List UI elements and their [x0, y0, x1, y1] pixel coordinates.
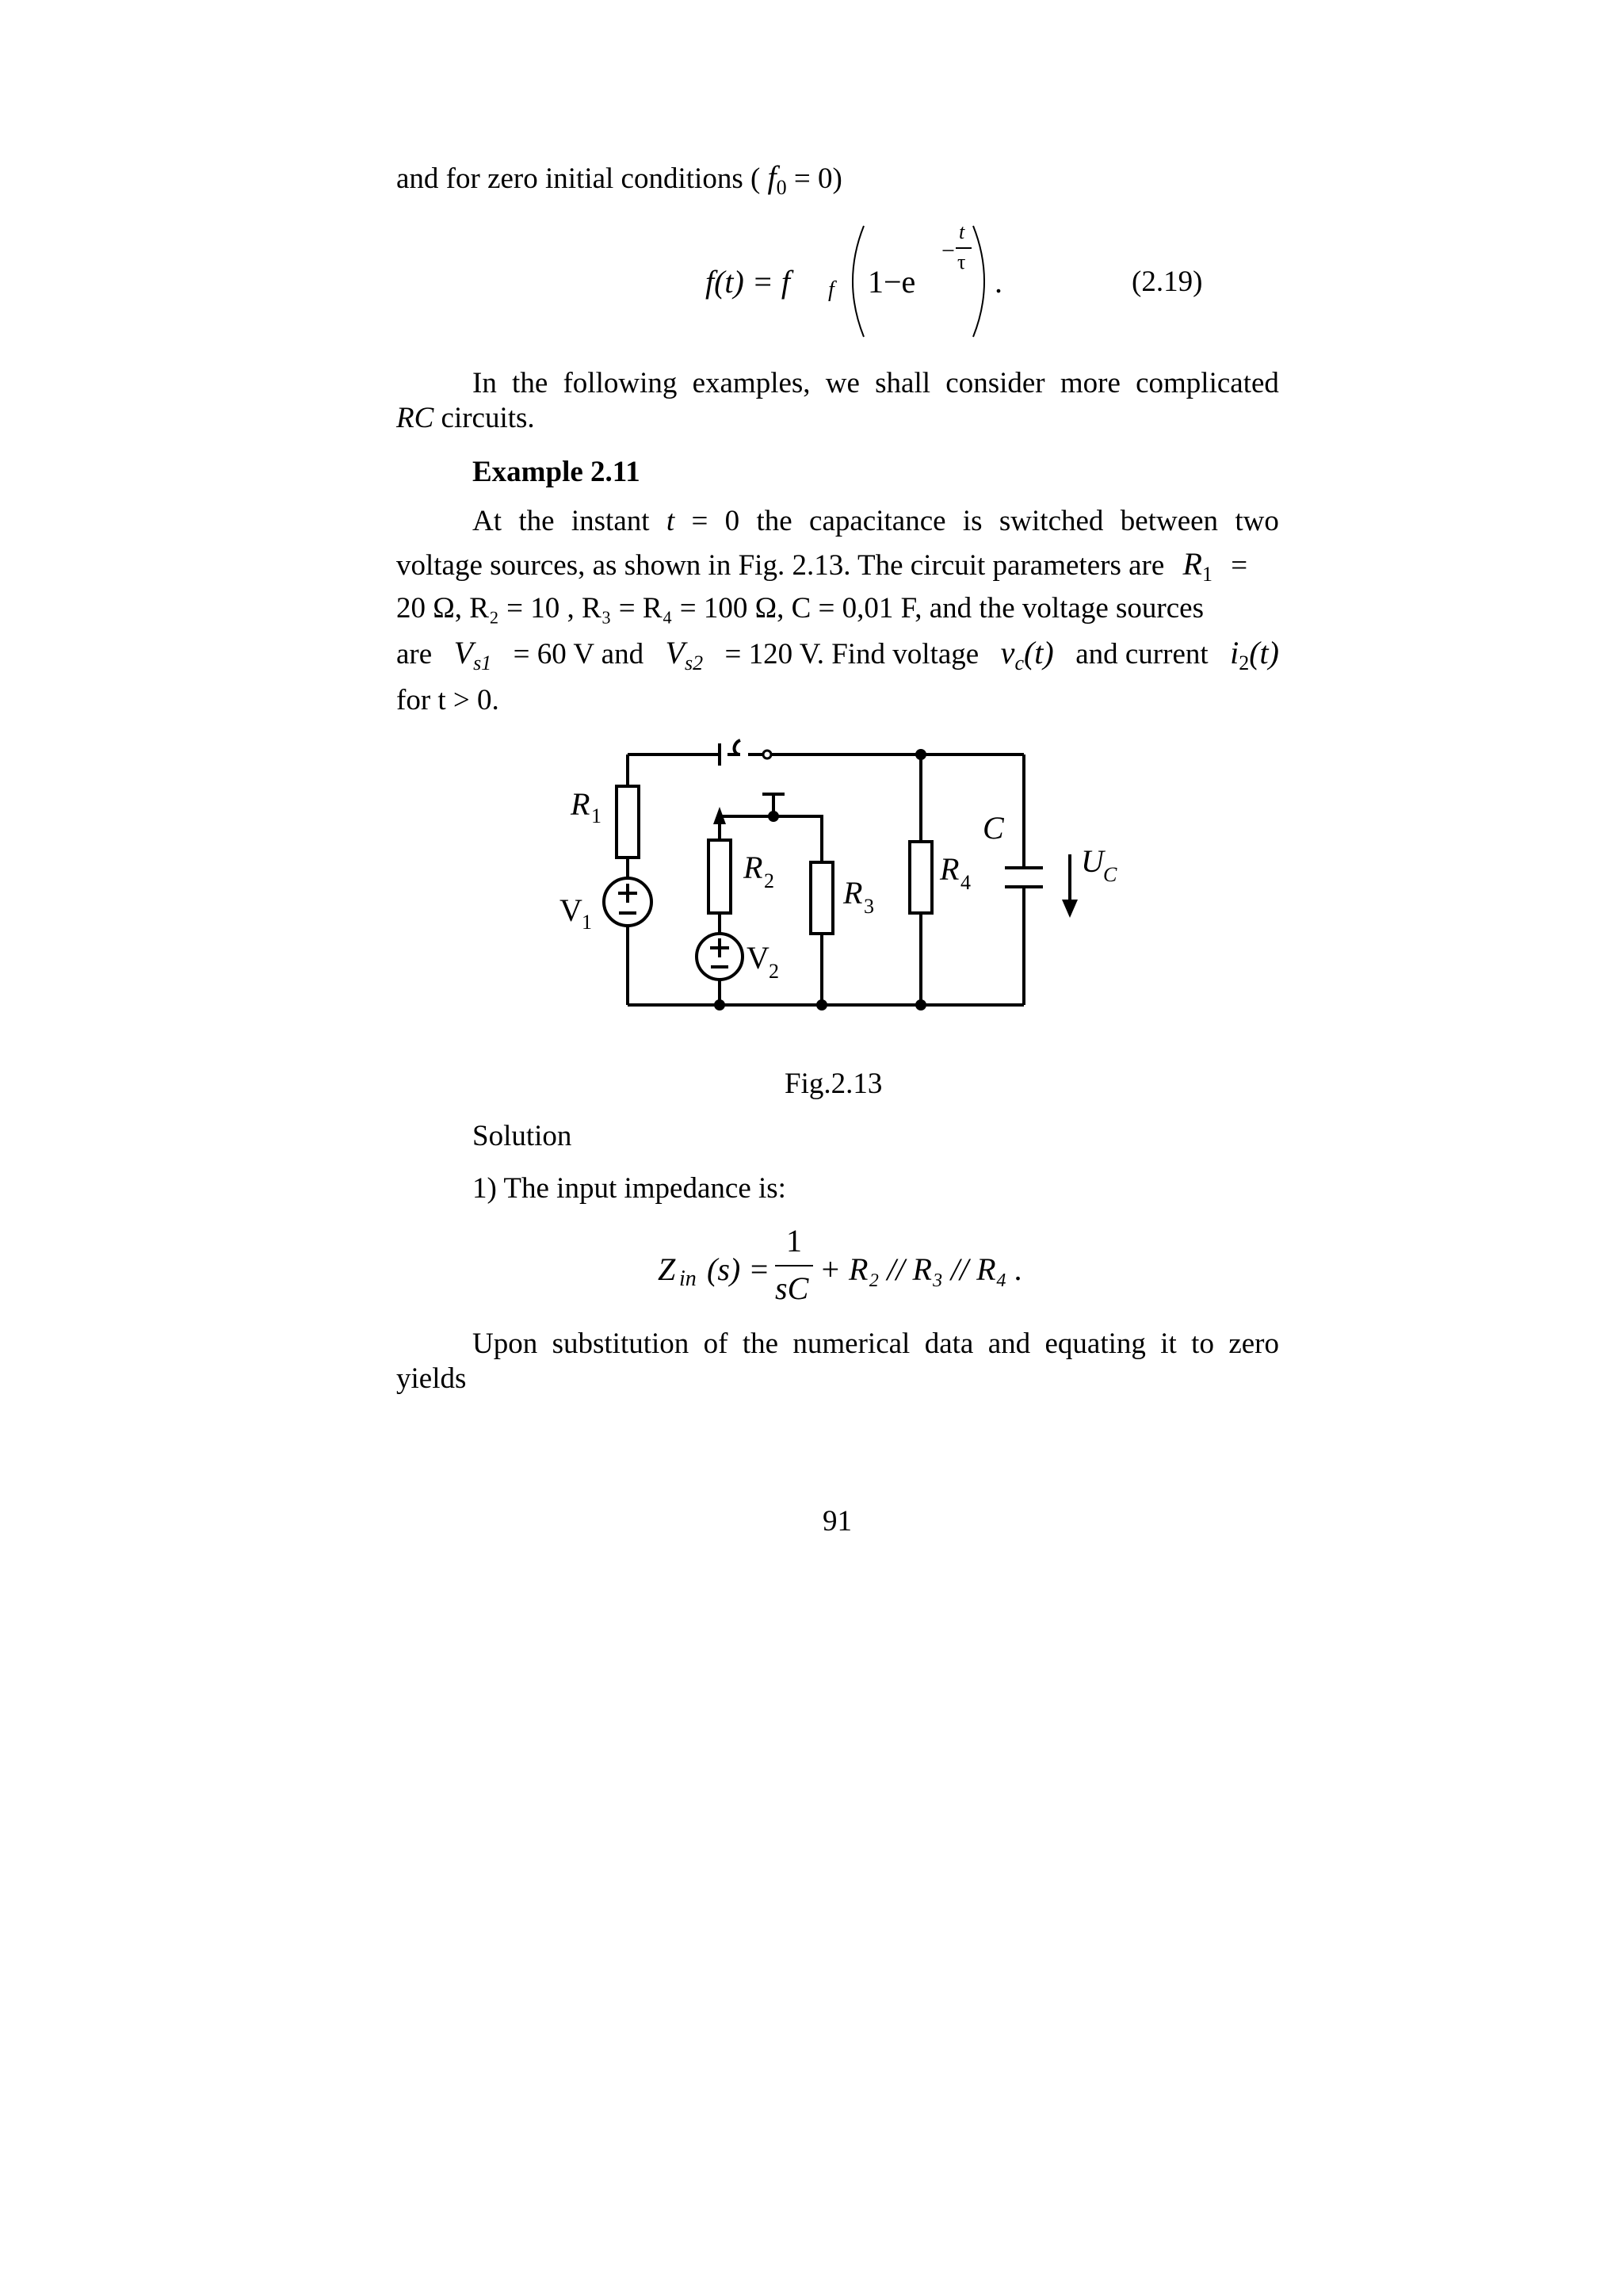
- eq219-dot: .: [995, 264, 1002, 300]
- label-r3: R: [843, 875, 863, 911]
- intro-line: [396, 160, 842, 197]
- example-title: Example 2.11: [472, 456, 640, 488]
- circuit-diagram: [539, 737, 1141, 1022]
- label-r4: R: [940, 851, 960, 887]
- label-c: C: [983, 810, 1004, 846]
- eq219-right-paren: [965, 222, 997, 341]
- page-number: 91: [823, 1505, 852, 1538]
- word: two: [1235, 505, 1279, 537]
- para2-line3: [396, 591, 1279, 626]
- word: of: [703, 1328, 728, 1360]
- eq219-left-paren: [840, 222, 872, 341]
- junction-dot: [816, 999, 827, 1010]
- intro-tail: = 0): [793, 162, 842, 195]
- word: the: [756, 505, 792, 537]
- word: is: [962, 505, 983, 537]
- para2-l2a: voltage sources, as shown in Fig. 2.13. The circuit parameters are: [396, 549, 1165, 582]
- vc: [1001, 636, 1054, 672]
- para2-l5: for t > 0.: [396, 684, 499, 716]
- resistor-r1: [617, 786, 639, 858]
- equation-zin: [658, 1221, 1054, 1316]
- junction-dot: [768, 811, 779, 822]
- label-r2: R: [743, 850, 763, 885]
- eq219-lhs: f(t) = f: [705, 264, 790, 300]
- label-r4-sub: 4: [960, 871, 971, 894]
- figure-caption: Fig.2.13: [785, 1068, 883, 1100]
- word: Upon: [472, 1328, 538, 1360]
- eq219-exp-minus: −: [941, 238, 955, 264]
- capacitor: [1005, 868, 1043, 887]
- zin-lhs: Z: [658, 1251, 676, 1287]
- step1-text: 1) The input impedance is:: [472, 1172, 786, 1205]
- vs2-sub: s2: [684, 651, 704, 674]
- junction-dot: [915, 749, 926, 760]
- switch-contact: [763, 751, 771, 758]
- word: instant: [571, 505, 650, 537]
- word: switched: [999, 505, 1104, 537]
- vs1-symbol: V: [453, 635, 474, 670]
- para2-l4d: and current: [1075, 638, 1209, 670]
- zin-rhs: + R₂ // R₃ // R₄ .: [819, 1251, 1023, 1287]
- i2-arg: (t): [1249, 635, 1279, 670]
- label-r1: R: [571, 786, 590, 822]
- word: complicated: [1136, 367, 1279, 399]
- zin-frac-num: 1: [786, 1223, 802, 1259]
- word: examples,: [692, 367, 811, 399]
- word: At: [472, 505, 502, 537]
- para3-line1: [472, 1327, 1279, 1362]
- para1-line1: [472, 366, 1279, 401]
- label-uc: U: [1081, 843, 1104, 879]
- zin-lhs-arg: (s) =: [707, 1251, 770, 1287]
- resistor-r2: [708, 840, 731, 913]
- label-v2: V: [747, 940, 769, 976]
- para3-line2: yields: [396, 1362, 467, 1395]
- word: t: [666, 505, 675, 537]
- word: =: [691, 505, 708, 537]
- rc-abbrev: RC: [396, 402, 434, 434]
- word: the: [512, 367, 548, 399]
- solution-heading: Solution: [472, 1120, 572, 1152]
- vs2: [666, 636, 704, 672]
- word: numerical: [792, 1328, 911, 1360]
- eq219-one-minus-e: 1−e: [868, 264, 916, 300]
- label-v1-sub: 1: [582, 911, 592, 934]
- eq219-exp-num: t: [959, 220, 965, 243]
- para2-l2-eq: =: [1231, 549, 1248, 582]
- label-r2-sub: 2: [764, 869, 774, 892]
- para2-l4c: = 120 V. Find voltage: [724, 638, 980, 670]
- para2-l4b: = 60 V and: [513, 638, 644, 670]
- voltage-source-v1: [604, 878, 651, 926]
- i2-sub: 2: [1239, 651, 1250, 674]
- r1-sub: 1: [1201, 563, 1212, 586]
- word: capacitance: [809, 505, 946, 537]
- vc-arg: (t): [1023, 635, 1054, 670]
- word: substitution: [552, 1328, 689, 1360]
- para2-line1: [472, 504, 1279, 539]
- para1-line2-rest: circuits.: [433, 402, 535, 434]
- zin-frac-bar: [775, 1265, 813, 1266]
- word: the: [518, 505, 555, 537]
- intro-f0-sub: 0: [776, 176, 787, 199]
- eq219-lhs-sub: f: [828, 277, 834, 302]
- word: 0: [724, 505, 740, 537]
- vc-symbol: v: [1000, 635, 1015, 670]
- uc-arrow: [1062, 854, 1078, 918]
- intro-text: and for zero initial conditions (: [396, 162, 761, 195]
- para2-line2: [396, 546, 1248, 586]
- word: consider: [945, 367, 1045, 399]
- word: we: [825, 367, 860, 399]
- word: equating: [1044, 1328, 1146, 1360]
- i2: [1230, 636, 1279, 672]
- para2-line4: [396, 636, 1279, 672]
- para2-l4a: are: [396, 638, 433, 670]
- label-uc-sub: C: [1103, 863, 1117, 886]
- word: and: [987, 1328, 1031, 1360]
- resistor-r3: [811, 862, 833, 934]
- word: zero: [1228, 1328, 1279, 1360]
- para2-l3: 20 Ω, R₂ = 10 , R₃ = R₄ = 100 Ω, C = 0,01 F, and the voltage sources: [396, 592, 1204, 625]
- zin-frac-den: sC: [775, 1270, 809, 1306]
- eq219-number: (2.19): [1132, 266, 1203, 298]
- voltage-source-v2: [697, 934, 743, 980]
- word: between: [1120, 505, 1219, 537]
- word: shall: [875, 367, 931, 399]
- vs1-sub: s1: [473, 651, 492, 674]
- word: data: [924, 1328, 974, 1360]
- junction-dot: [915, 999, 926, 1010]
- word: following: [563, 367, 678, 399]
- vs2-symbol: V: [665, 635, 685, 670]
- eq219-exp-den: τ: [957, 250, 966, 273]
- label-r1-sub: 1: [591, 804, 601, 827]
- label-v2-sub: 2: [769, 960, 779, 983]
- word: it: [1160, 1328, 1177, 1360]
- junction-dot: [714, 999, 725, 1010]
- vc-sub: c: [1014, 651, 1024, 674]
- word: more: [1060, 367, 1121, 399]
- resistor-r4: [910, 842, 932, 913]
- vs1: [454, 636, 492, 672]
- label-v1: V: [559, 892, 582, 928]
- word: In: [472, 367, 497, 399]
- r1-symbol: R: [1182, 546, 1202, 582]
- intro-f0: f: [767, 159, 777, 195]
- zin-lhs-sub: in: [679, 1266, 697, 1291]
- i2-symbol: i: [1230, 635, 1239, 670]
- word: the: [742, 1328, 779, 1360]
- label-r3-sub: 3: [864, 895, 874, 918]
- word: to: [1191, 1328, 1214, 1360]
- para1-line2: [396, 401, 535, 436]
